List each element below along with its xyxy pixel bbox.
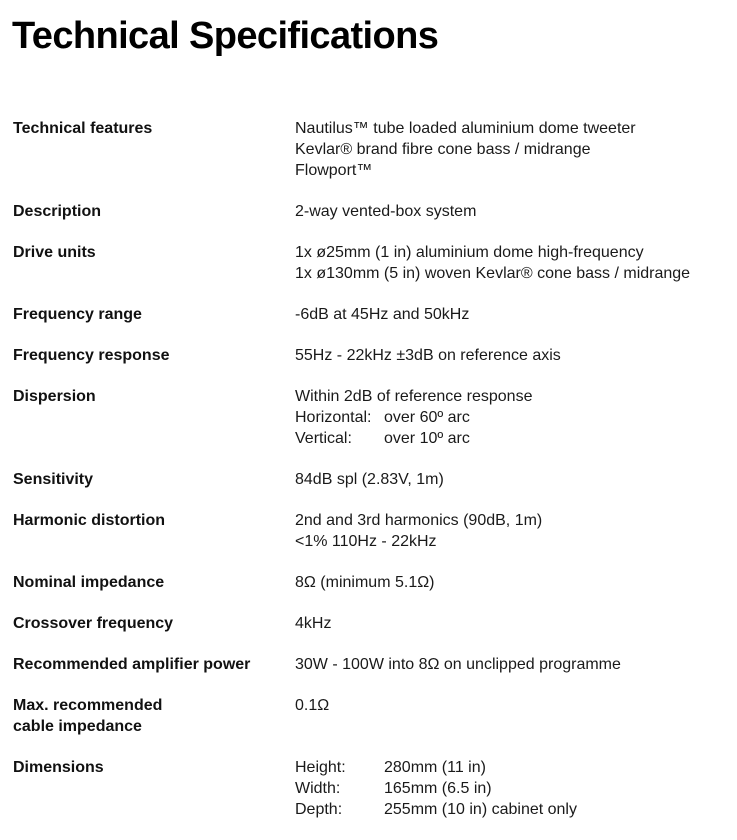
spec-row-crossover-frequency [13, 613, 733, 634]
spec-label [13, 757, 295, 820]
spec-value [295, 304, 733, 325]
spec-value-line: Nautilus™ tube loaded aluminium dome tweeter [295, 120, 636, 137]
spec-pair-key: Width: [295, 780, 341, 797]
spec-label [13, 345, 295, 366]
spec-label-line: Max. recommended [13, 697, 163, 714]
spec-label-line: Drive units [13, 244, 96, 261]
spec-row-dispersion [13, 386, 733, 449]
spec-label-line: Nominal impedance [13, 574, 165, 591]
spec-value [295, 613, 733, 634]
spec-label-line: Dimensions [13, 759, 104, 776]
spec-pair-key: Depth: [295, 801, 343, 818]
spec-value-line: 1x ø25mm (1 in) aluminium dome high-frequency [295, 244, 644, 261]
spec-value-line: Within 2dB of reference response [295, 388, 533, 405]
spec-value [295, 695, 733, 737]
spec-value-line: 2nd and 3rd harmonics (90dB, 1m) [295, 512, 543, 529]
spec-pair-value: 280mm (11 in) [384, 759, 486, 776]
spec-value-line: 30W - 100W into 8Ω on unclipped programme [295, 656, 621, 673]
spec-label [13, 654, 295, 675]
spec-value [295, 345, 733, 366]
spec-label-line: Dispersion [13, 388, 96, 405]
spec-label [13, 510, 295, 552]
spec-value [295, 469, 733, 490]
spec-pair [295, 778, 733, 799]
spec-label [13, 201, 295, 222]
spec-pair-key: Horizontal: [295, 409, 372, 426]
spec-label [13, 469, 295, 490]
spec-label [13, 386, 295, 449]
spec-row-frequency-range [13, 304, 733, 325]
spec-label [13, 613, 295, 634]
spec-value [295, 242, 733, 284]
spec-row-nominal-impedance [13, 572, 733, 593]
spec-pair-value: over 10º arc [384, 430, 470, 447]
spec-pair-value: 255mm (10 in) cabinet only [384, 801, 577, 818]
spec-pair [295, 799, 733, 820]
spec-row-drive-units [13, 242, 733, 284]
spec-value [295, 572, 733, 593]
spec-label-line: Technical features [13, 120, 153, 137]
spec-value-line: 2-way vented-box system [295, 203, 477, 220]
spec-value-line: Flowport™ [295, 162, 373, 179]
spec-value-line: -6dB at 45Hz and 50kHz [295, 306, 470, 323]
spec-value [295, 654, 733, 675]
spec-value [295, 510, 733, 552]
spec-value-line: 55Hz - 22kHz ±3dB on reference axis [295, 347, 561, 364]
spec-pair [295, 407, 733, 428]
spec-label-line: Sensitivity [13, 471, 94, 488]
spec-value [295, 201, 733, 222]
spec-label-line: cable impedance [13, 718, 142, 735]
spec-row-harmonic-distortion [13, 510, 733, 552]
spec-value [295, 118, 733, 181]
spec-value-line: 4kHz [295, 615, 332, 632]
spec-label-line: Crossover frequency [13, 615, 174, 632]
spec-pair-value: 165mm (6.5 in) [384, 780, 492, 797]
spec-label [13, 118, 295, 181]
spec-pair-key: Vertical: [295, 430, 352, 447]
spec-label [13, 304, 295, 325]
spec-row-sensitivity [13, 469, 733, 490]
spec-pair [295, 757, 733, 778]
spec-row-frequency-response [13, 345, 733, 366]
spec-label [13, 572, 295, 593]
spec-pair-value: over 60º arc [384, 409, 470, 426]
spec-value-line: 84dB spl (2.83V, 1m) [295, 471, 444, 488]
spec-row-description [13, 201, 733, 222]
spec-value-line: <1% 110Hz - 22kHz [295, 533, 437, 550]
spec-value-line: 8Ω (minimum 5.1Ω) [295, 574, 435, 591]
spec-value-line: 0.1Ω [295, 697, 330, 714]
spec-row-recommended-amplifier-power [13, 654, 733, 675]
spec-label-line: Description [13, 203, 102, 220]
spec-pair-key: Height: [295, 759, 346, 776]
page-title: Technical Specifications [12, 15, 439, 57]
spec-label-line: Frequency response [13, 347, 170, 364]
spec-pair [295, 428, 733, 449]
spec-value [295, 386, 733, 449]
spec-value [295, 757, 733, 820]
spec-value-line: 1x ø130mm (5 in) woven Kevlar® cone bass / midrange [295, 265, 691, 282]
spec-label-line: Frequency range [13, 306, 142, 323]
spec-label-line: Recommended amplifier power [13, 656, 251, 673]
spec-label [13, 695, 295, 737]
spec-table [13, 118, 733, 840]
spec-label-line: Harmonic distortion [13, 512, 166, 529]
spec-row-dimensions [13, 757, 733, 820]
spec-label [13, 242, 295, 284]
spec-value-line: Kevlar® brand fibre cone bass / midrange [295, 141, 591, 158]
spec-row-technical-features [13, 118, 733, 181]
spec-row-cable-impedance [13, 695, 733, 737]
